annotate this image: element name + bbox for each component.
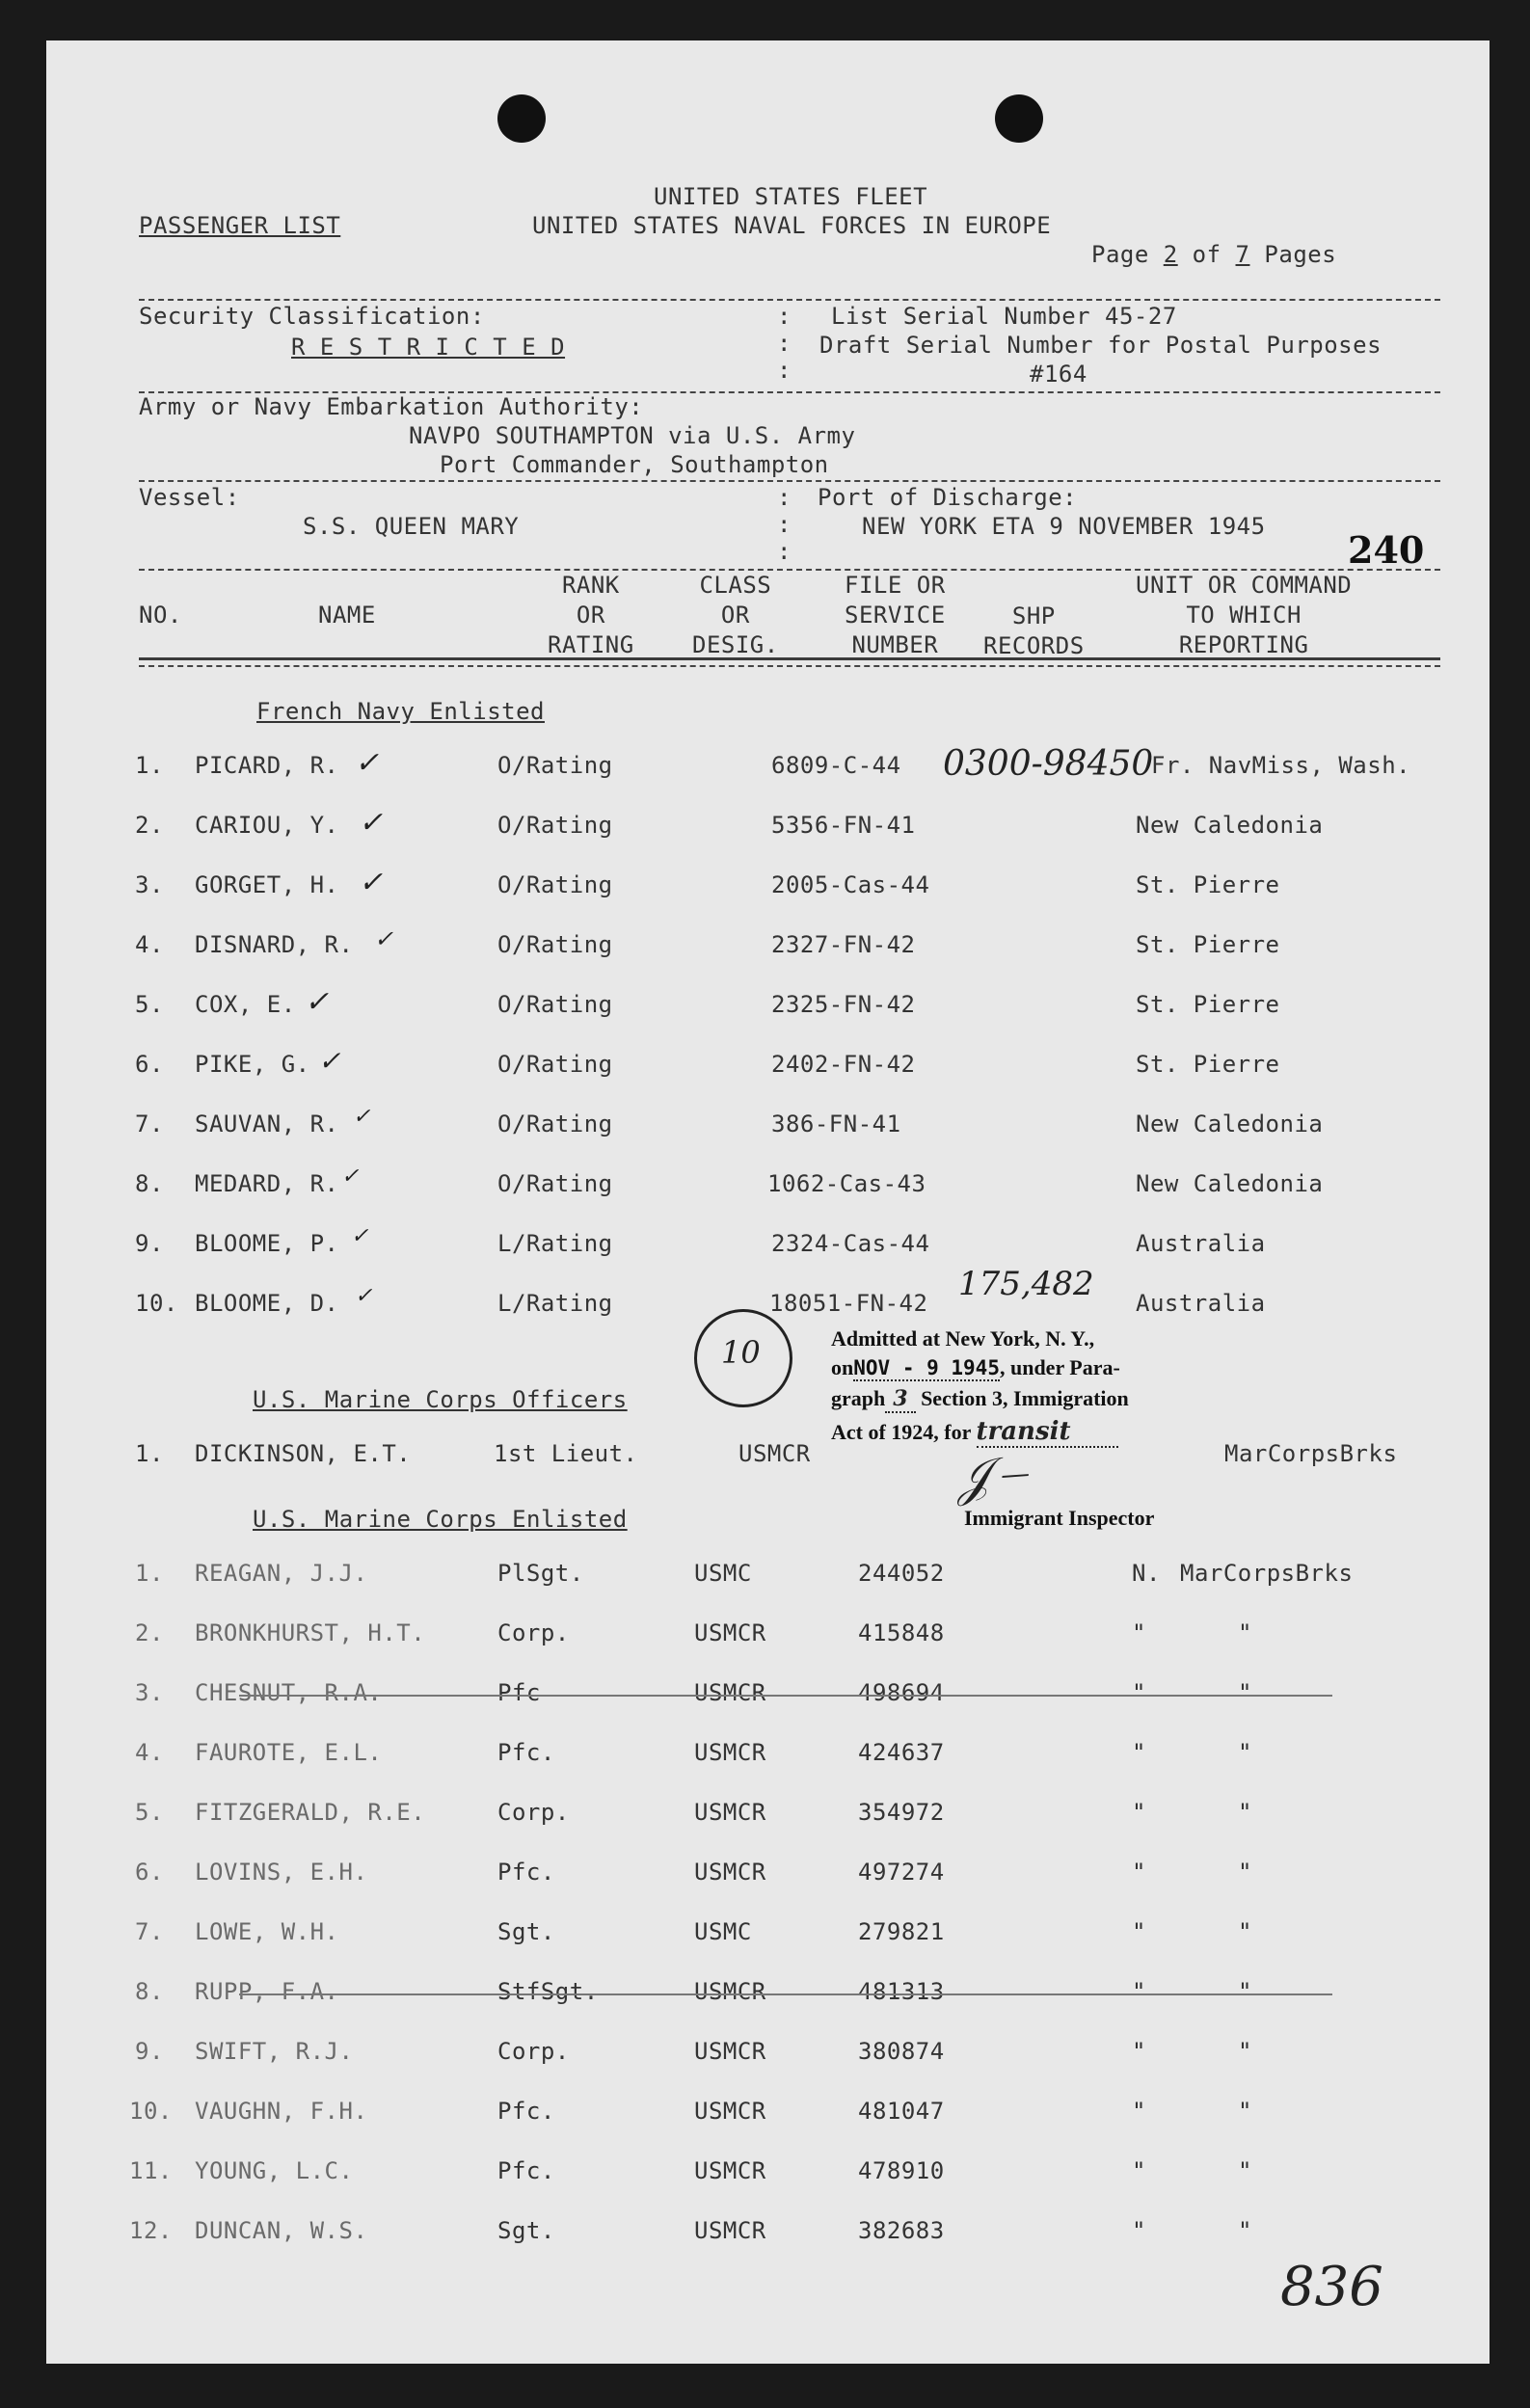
authority-line1: NAVPO SOUTHAMPTON via U.S. Army [409,422,856,449]
file-number: 2402-FN-42 [771,1051,916,1078]
fleet-title: UNITED STATES FLEET [654,183,928,210]
table-row [46,1110,1490,1139]
file-number: 481047 [858,2098,945,2125]
row-number: 12. [129,2217,173,2244]
header-divider [139,665,1440,667]
passenger-name: PICARD, R. [195,752,339,779]
unit-detail: " [1238,1978,1252,2005]
file-number: 424637 [858,1739,945,1766]
unit: " [1132,2157,1146,2184]
table-row [46,1290,1490,1319]
col-header-unit: UNIT OR COMMAND TO WHICH REPORTING [1136,572,1353,658]
col-header-name: NAME [318,602,376,629]
file-number: 481313 [858,1978,945,2005]
row-number: 10. [129,2098,173,2125]
row-number: 3. [135,1679,164,1706]
file-number: 5356-FN-41 [771,812,916,839]
table-row [46,1230,1490,1259]
passenger-name: CARIOU, Y. [195,812,339,839]
rank: O/Rating [497,1051,613,1078]
class: USMCR [694,1619,766,1646]
section-title-marine-officers: U.S. Marine Corps Officers [253,1386,628,1413]
row-number: 7. [135,1110,164,1137]
file-number: 2325-FN-42 [771,991,916,1018]
table-row [46,1170,1490,1199]
handwritten-number: 175,482 [958,1265,1094,1303]
table-row [46,1799,1490,1828]
table-row [46,2038,1490,2067]
table-row [46,991,1490,1020]
row-number: 7. [135,1918,164,1945]
row-number: 8. [135,1978,164,2005]
list-serial: List Serial Number 45-27 [831,303,1177,330]
passenger-name: LOVINS, E.H. [195,1859,368,1886]
file-number: 244052 [858,1560,945,1587]
unit: St. Pierre [1136,871,1280,898]
file-number: 1062-Cas-43 [767,1170,926,1197]
unit: " [1132,2098,1146,2125]
check-mark: ✓ [374,925,394,952]
passenger-name: VAUGHN, F.H. [195,2098,368,2125]
table-row [46,1859,1490,1887]
rank: Corp. [497,1619,570,1646]
table-row [46,1918,1490,1947]
unit: St. Pierre [1136,991,1280,1018]
file-number: 2327-FN-42 [771,931,916,958]
table-row [46,871,1490,900]
handwritten-file-number: 0300-98450 [943,744,1154,784]
col-header-shp: SHP RECORDS [983,602,1085,659]
section-title-marine-enlisted: U.S. Marine Corps Enlisted [253,1506,628,1533]
unit-detail: " [1238,1679,1252,1706]
file-number: 497274 [858,1859,945,1886]
file-number: 2005-Cas-44 [771,871,930,898]
rank: O/Rating [497,991,613,1018]
col-header-class: CLASS OR DESIG. [692,572,779,658]
passenger-name: COX, E. [195,991,296,1018]
table-row [46,752,1490,781]
file-number: 354972 [858,1799,945,1826]
passenger-name: MEDARD, R. [195,1170,339,1197]
row-number: 11. [129,2157,173,2184]
unit-detail: " [1238,1799,1252,1826]
col-header-no: NO. [139,602,182,629]
rank: Corp. [497,2038,570,2065]
file-number: 6809-C-44 [771,752,901,779]
security-value: R E S T R I C T E D [291,334,566,361]
check-mark: ✓ [341,1164,360,1189]
file-number: 382683 [858,2217,945,2244]
punch-hole-right [995,94,1043,143]
punch-hole-left [497,94,546,143]
unit: " [1132,1918,1146,1945]
rank: Corp. [497,1799,570,1826]
class: USMCR [738,1440,811,1467]
class: USMC [694,1560,752,1587]
file-number: 478910 [858,2157,945,2184]
handwritten-page-count: 836 [1280,2256,1383,2318]
check-mark: ✓ [351,1224,369,1248]
authority-label: Army or Navy Embarkation Authority: [139,393,644,420]
unit: St. Pierre [1136,1051,1280,1078]
passenger-name: DICKINSON, E.T. [195,1440,412,1467]
file-number: 18051-FN-42 [769,1290,928,1317]
row-number: 4. [135,931,164,958]
row-number: 6. [135,1051,164,1078]
rank: Pfc. [497,1739,555,1766]
table-row [46,1440,1490,1469]
rank: L/Rating [497,1230,613,1257]
strike-through-line [239,1993,1332,1995]
col-header-file: FILE OR SERVICE NUMBER [845,572,946,658]
passenger-name: SWIFT, R.J. [195,2038,354,2065]
draft-serial: Draft Serial Number for Postal Purposes [819,332,1382,359]
port-value: NEW YORK ETA 9 NOVEMBER 1945 [862,513,1266,540]
check-mark: ✓ [305,985,330,1019]
passenger-name: SAUVAN, R. [195,1110,339,1137]
row-number: 5. [135,1799,164,1826]
rank: Pfc. [497,1859,555,1886]
file-number: 2324-Cas-44 [771,1230,930,1257]
strike-through-line [239,1695,1332,1697]
unit-detail: " [1238,2038,1252,2065]
unit: Australia [1136,1290,1266,1317]
draft-number: #164 [1030,361,1087,388]
row-number: 1. [135,1560,164,1587]
check-mark: ✓ [359,806,384,840]
unit: " [1132,1619,1146,1646]
check-mark: ✓ [353,1105,371,1129]
unit: MarCorpsBrks [1224,1440,1398,1467]
rank: O/Rating [497,1170,613,1197]
forces-title: UNITED STATES NAVAL FORCES IN EUROPE [532,212,1052,239]
rank: 1st Lieut. [494,1440,638,1467]
rank: Sgt. [497,2217,555,2244]
table-row [46,1739,1490,1768]
passenger-name: DISNARD, R. [195,931,354,958]
row-number: 9. [135,1230,164,1257]
passenger-name: GORGET, H. [195,871,339,898]
unit: New Caledonia [1136,1110,1324,1137]
unit: Fr. NavMiss, Wash. [1151,752,1411,779]
unit-detail: " [1238,1619,1252,1646]
class: USMCR [694,1679,766,1706]
class: USMCR [694,2217,766,2244]
row-number: 3. [135,871,164,898]
section-title-french: French Navy Enlisted [256,698,545,725]
unit-detail: " [1238,2098,1252,2125]
table-row [46,2098,1490,2127]
file-number: 380874 [858,2038,945,2065]
passenger-name: DUNCAN, W.S. [195,2217,368,2244]
class: USMCR [694,1739,766,1766]
count-circle-number: 10 [721,1334,761,1371]
inspector-signature: 𝒥 [953,1448,993,1508]
file-number: 279821 [858,1918,945,1945]
passenger-list-label: PASSENGER LIST [139,212,341,239]
file-number: 386-FN-41 [771,1110,901,1137]
passenger-name: CHESNUT, R.A. [195,1679,383,1706]
passenger-name: FITZGERALD, R.E. [195,1799,426,1826]
unit-detail: " [1238,1859,1252,1886]
unit: New Caledonia [1136,1170,1324,1197]
row-number: 5. [135,991,164,1018]
unit: " [1132,2217,1146,2244]
passenger-name: BLOOME, P. [195,1230,339,1257]
check-mark: ✓ [359,866,384,899]
class: USMCR [694,2098,766,2125]
table-row [46,812,1490,841]
unit-detail: " [1238,1739,1252,1766]
row-number: 4. [135,1739,164,1766]
unit: " [1132,1799,1146,1826]
row-number: 1. [135,1440,164,1467]
unit: New Caledonia [1136,812,1324,839]
inspector-signature: — [999,1456,1032,1493]
unit: N. [1132,1560,1161,1587]
class: USMCR [694,1978,766,2005]
unit-detail: " [1238,2157,1252,2184]
unit-detail: " [1238,2217,1252,2244]
passenger-name: YOUNG, L.C. [195,2157,354,2184]
table-row [46,931,1490,960]
rank: Sgt. [497,1918,555,1945]
row-number: 9. [135,2038,164,2065]
unit: " [1132,1978,1146,2005]
table-row [46,1679,1490,1708]
check-mark: ✓ [318,1045,341,1077]
rank: L/Rating [497,1290,613,1317]
authority-line2: Port Commander, Southampton [440,451,829,478]
table-row [46,1978,1490,2007]
rank: Pfc [497,1679,541,1706]
class: USMCR [694,2038,766,2065]
stamp-line1: Admitted at New York, N. Y., [831,1326,1095,1351]
check-mark: ✓ [355,1284,373,1308]
unit: Australia [1136,1230,1266,1257]
vessel-number: 240 [1348,528,1425,572]
passenger-name: REAGAN, J.J. [195,1560,368,1587]
unit: " [1132,1679,1146,1706]
stamp-inspector-label: Immigrant Inspector [964,1506,1155,1530]
class: USMC [694,1918,752,1945]
rank: Pfc. [497,2098,555,2125]
passenger-list-document [46,40,1490,2364]
class: USMCR [694,1799,766,1826]
row-number: 8. [135,1170,164,1197]
stamp-line2: onNOV - 9 1945, under Para- [831,1355,1120,1379]
page-indicator: Page 2 of 7 Pages [1091,241,1337,268]
table-row [46,1560,1490,1589]
check-mark: ✓ [355,746,380,780]
unit-detail: " [1238,1918,1252,1945]
rank: O/Rating [497,931,613,958]
unit-detail: MarCorpsBrks [1180,1560,1354,1587]
row-number: 6. [135,1859,164,1886]
stamp-line4: Act of 1924, for transit [831,1417,1118,1446]
security-label: Security Classification: [139,303,485,330]
table-row [46,2157,1490,2186]
passenger-name: PIKE, G. [195,1051,310,1078]
passenger-name: RUPP, F.A. [195,1978,339,2005]
rank: O/Rating [497,752,613,779]
rank: StfSgt. [497,1978,599,2005]
rank: Pfc. [497,2157,555,2184]
header-divider [139,657,1440,660]
file-number: 415848 [858,1619,945,1646]
passenger-name: LOWE, W.H. [195,1918,339,1945]
row-number: 2. [135,812,164,839]
unit: " [1132,1739,1146,1766]
file-number: 498694 [858,1679,945,1706]
divider [139,480,1440,482]
passenger-name: BRONKHURST, H.T. [195,1619,426,1646]
unit: St. Pierre [1136,931,1280,958]
col-header-rank: RANK OR RATING [548,572,634,658]
port-label: Port of Discharge: [818,484,1078,511]
passenger-name: FAUROTE, E.L. [195,1739,383,1766]
rank: PlSgt. [497,1560,584,1587]
colon: : : : [777,484,792,565]
rank: O/Rating [497,1110,613,1137]
table-row [46,1619,1490,1648]
unit: " [1132,1859,1146,1886]
row-number: 1. [135,752,164,779]
class: USMCR [694,2157,766,2184]
rank: O/Rating [497,812,613,839]
row-number: 10. [135,1290,178,1317]
colon: : : : [777,303,792,384]
table-row [46,1051,1490,1080]
row-number: 2. [135,1619,164,1646]
table-row [46,2217,1490,2246]
passenger-name: BLOOME, D. [195,1290,339,1317]
stamp-line3: graph 3 Section 3, Immigration [831,1386,1129,1411]
class: USMCR [694,1859,766,1886]
vessel-name: S.S. QUEEN MARY [303,513,520,540]
unit: " [1132,2038,1146,2065]
divider [139,299,1440,301]
vessel-label: Vessel: [139,484,240,511]
rank: O/Rating [497,871,613,898]
